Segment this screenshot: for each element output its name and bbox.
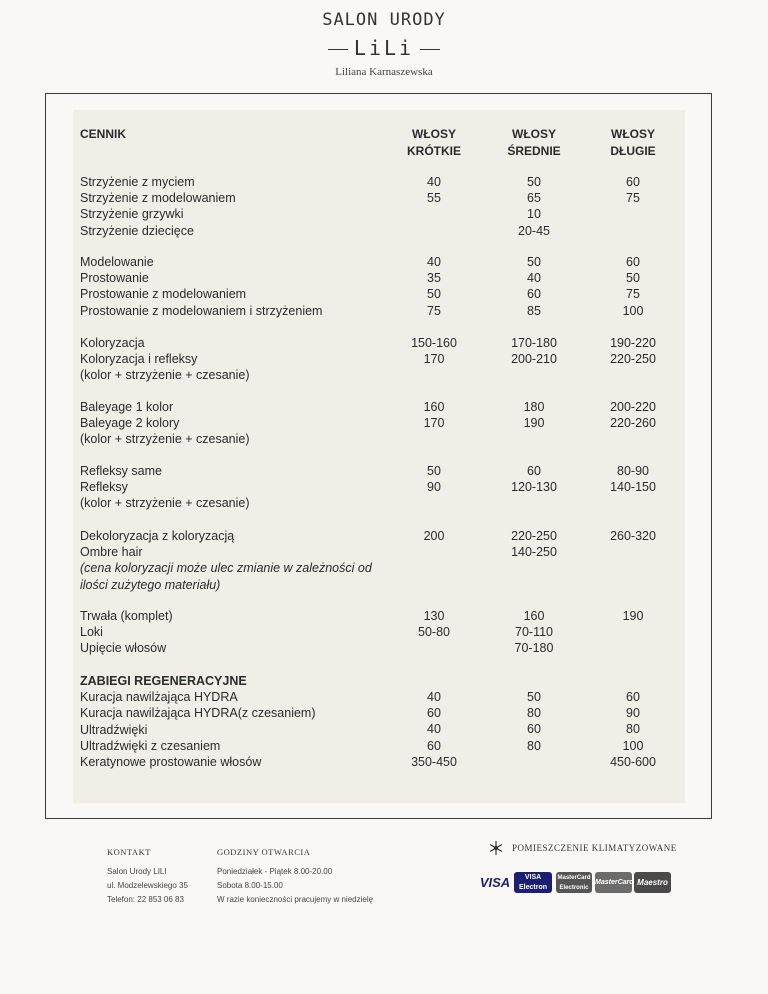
- service-name: Kuracja nawilżająca HYDRA: [80, 690, 238, 705]
- price-value: 90: [427, 480, 441, 495]
- price-value: 60: [427, 738, 441, 753]
- price-cell-medium: [489, 399, 579, 431]
- price-cell-medium: [489, 254, 579, 319]
- contact-section: [107, 847, 188, 907]
- contact-title: KONTAKT: [107, 847, 151, 857]
- brand-line2: LiLi: [353, 36, 415, 60]
- price-note: ilości zużytego materiału): [80, 577, 221, 592]
- price-cell-long: [588, 399, 678, 431]
- service-name: Kuracja nawilżająca HYDRA(z czesaniem): [80, 706, 316, 721]
- brand-line1: SALON URODY: [322, 10, 446, 30]
- price-value: 190: [523, 416, 545, 431]
- price-value: 60: [427, 706, 441, 721]
- snowflake-icon: [488, 840, 504, 856]
- price-value: 50: [427, 464, 441, 478]
- price-cell-short: [389, 174, 479, 206]
- service-name: Strzyżenie dziecięce: [80, 223, 194, 238]
- service-name: Prostowanie z modelowaniem i strzyżeniem: [80, 303, 323, 318]
- price-cell-long: [588, 174, 678, 206]
- contact-line: Telefon: 22 853 06 83: [107, 895, 184, 904]
- service-name: Baleyage 2 kolory: [80, 416, 180, 431]
- service-name: Ombre hair: [80, 545, 143, 560]
- price-note: (cena koloryzacji może ulec zmianie w zależności od: [80, 561, 372, 576]
- price-value: 60: [527, 464, 541, 478]
- price-cell-medium: [489, 689, 579, 754]
- hours-title: GODZINY OTWARCIA: [217, 847, 311, 857]
- price-value: 60: [626, 690, 640, 704]
- price-list-title: CENNIK: [80, 127, 127, 141]
- column-header-medium-l1: WŁOSY: [512, 127, 556, 141]
- price-value: 50: [527, 175, 541, 189]
- service-name: (kolor + strzyżenie + czesanie): [80, 432, 250, 447]
- price-cell-medium: [489, 335, 579, 367]
- price-value: 220-250: [610, 352, 656, 367]
- price-value: 200-210: [511, 352, 557, 367]
- price-value: 80: [527, 706, 541, 721]
- price-cell-medium: [489, 608, 579, 657]
- price-value: 140-250: [511, 545, 557, 560]
- price-value: 120-130: [511, 480, 557, 495]
- service-name: Koloryzacja i refleksy: [80, 352, 198, 367]
- service-name: Upięcie włosów: [80, 641, 167, 656]
- column-header-medium: [489, 126, 579, 160]
- price-cell-short: [389, 254, 479, 319]
- service-group-labels: [80, 335, 390, 384]
- service-name: Trwała (komplet): [80, 609, 173, 623]
- column-header-short-l2: KRÓTKIE: [407, 144, 461, 158]
- price-value: 40: [527, 271, 541, 286]
- price-value: 60: [626, 255, 640, 269]
- price-value: 40: [427, 690, 441, 704]
- column-header-short-l1: WŁOSY: [412, 127, 456, 141]
- price-value: 50: [527, 690, 541, 704]
- price-value: 350-450: [411, 754, 457, 769]
- price-value: 55: [427, 191, 441, 206]
- price-value: 220-260: [610, 416, 656, 431]
- price-value: 40: [427, 255, 441, 269]
- price-cell-long: [588, 528, 678, 544]
- price-cell-medium: [489, 174, 579, 239]
- section-heading: ZABIEGI REGENERACYJNE: [80, 674, 247, 688]
- price-cell-long: [588, 689, 678, 770]
- price-cell-short: [389, 335, 479, 367]
- contact-line: Salon Urody LILI: [107, 867, 167, 876]
- hours-line: Sobota 8.00-15.00: [217, 881, 283, 890]
- service-name: Prostowanie: [80, 271, 149, 286]
- logo-dash-right: [420, 49, 440, 50]
- service-name: Strzyżenie grzywki: [80, 207, 184, 222]
- price-value: 140-150: [610, 480, 656, 495]
- price-cell-short: [389, 528, 479, 544]
- service-name: Koloryzacja: [80, 336, 145, 350]
- service-name: Ultradźwięki z czesaniem: [80, 738, 221, 753]
- hours-line: W razie konieczności pracujemy w niedzielę: [217, 895, 374, 904]
- price-value: 180: [523, 400, 545, 414]
- service-name: Modelowanie: [80, 255, 154, 269]
- price-cell-long: [588, 335, 678, 367]
- column-header-long: [588, 126, 678, 160]
- hours-section: [217, 847, 373, 907]
- price-value: 40: [427, 722, 441, 737]
- service-name: Keratynowe prostowanie włosów: [80, 755, 262, 770]
- price-cell-medium: [489, 528, 579, 560]
- price-value: 190: [622, 609, 644, 623]
- price-value: 170-180: [511, 336, 557, 350]
- price-value: 100: [622, 303, 644, 318]
- service-name: Loki: [80, 625, 103, 640]
- price-cell-short: [389, 689, 479, 770]
- service-name: Prostowanie z modelowaniem: [80, 287, 247, 302]
- service-name: Refleksy same: [80, 464, 162, 478]
- service-name: Strzyżenie z myciem: [80, 175, 195, 189]
- price-cell-short: [389, 399, 479, 431]
- price-value: 70-110: [515, 625, 553, 640]
- price-value: 170: [423, 352, 445, 367]
- price-cell-short: [389, 608, 479, 640]
- price-value: 100: [622, 738, 644, 753]
- price-value: 75: [626, 191, 640, 206]
- price-value: 80-90: [617, 464, 649, 478]
- price-value: 80: [626, 722, 640, 737]
- visa-logo: VISA: [479, 875, 511, 890]
- price-value: 450-600: [610, 754, 656, 769]
- price-value: 190-220: [610, 336, 656, 350]
- contact-line: ul. Modzelewskiego 35: [107, 881, 188, 890]
- hours-line: Poniedziałek - Piątek 8.00-20.00: [217, 867, 333, 876]
- service-name: Ultradźwięki: [80, 722, 148, 737]
- price-value: 50: [626, 271, 640, 286]
- price-value: 60: [527, 722, 541, 737]
- price-value: 160: [523, 609, 545, 623]
- column-header-long-l1: WŁOSY: [611, 127, 655, 141]
- price-value: 80: [527, 738, 541, 753]
- price-cell-short: [389, 463, 479, 495]
- mastercard-electronic-logo: MasterCard Electronic: [556, 872, 592, 893]
- service-name: Dekoloryzacja z koloryzacją: [80, 529, 235, 543]
- brand-logo: [0, 36, 768, 60]
- service-name: (kolor + strzyżenie + czesanie): [80, 496, 250, 511]
- price-cell-long: [588, 608, 678, 624]
- price-value: 150-160: [411, 336, 457, 350]
- price-cell-long: [588, 254, 678, 319]
- price-value: 60: [527, 287, 541, 302]
- price-value: 90: [626, 706, 640, 721]
- price-cell-medium: [489, 463, 579, 495]
- price-value: 170: [423, 416, 445, 431]
- price-value: 75: [626, 287, 640, 302]
- price-value: 35: [427, 271, 441, 286]
- price-value: 65: [527, 191, 541, 206]
- price-cell-long: [588, 463, 678, 495]
- service-group-labels: [80, 174, 390, 239]
- visa-electron-logo: VISA Electron: [514, 872, 552, 893]
- price-value: 50-80: [418, 625, 450, 640]
- price-value: 50: [427, 287, 441, 302]
- price-value: 260-320: [610, 529, 656, 543]
- maestro-logo: Maestro: [634, 872, 671, 893]
- price-value: 10: [527, 207, 541, 222]
- service-name: Refleksy: [80, 480, 128, 495]
- service-group-labels: [80, 608, 390, 657]
- air-conditioned-label: POMIESZCZENIE KLIMATYZOWANE: [512, 843, 677, 853]
- price-value: 130: [423, 609, 445, 623]
- mastercard-logo: MasterCard: [595, 872, 632, 893]
- brand-owner: Liliana Karnaszewska: [335, 66, 433, 78]
- price-value: 20-45: [518, 223, 550, 238]
- service-group-labels: [80, 254, 390, 319]
- price-value: 200-220: [610, 400, 656, 414]
- price-value: 50: [527, 255, 541, 269]
- service-group-labels: [80, 528, 390, 593]
- price-value: 70-180: [514, 641, 554, 656]
- price-value: 40: [427, 175, 441, 189]
- service-name: (kolor + strzyżenie + czesanie): [80, 368, 250, 383]
- price-value: 75: [427, 303, 441, 318]
- price-value: 200: [423, 529, 445, 543]
- logo-dash-left: [328, 49, 348, 50]
- column-header-long-l2: DŁUGIE: [610, 144, 656, 158]
- column-header-medium-l2: ŚREDNIE: [507, 144, 561, 158]
- price-value: 60: [626, 175, 640, 189]
- service-name: Baleyage 1 kolor: [80, 400, 174, 414]
- column-header-short: [389, 126, 479, 160]
- service-group-labels: [80, 463, 390, 512]
- service-group-labels: [80, 673, 390, 770]
- price-value: 85: [527, 303, 541, 318]
- price-value: 220-250: [511, 529, 557, 543]
- service-name: Strzyżenie z modelowaniem: [80, 191, 236, 206]
- service-group-labels: [80, 399, 390, 448]
- price-value: 160: [423, 400, 445, 414]
